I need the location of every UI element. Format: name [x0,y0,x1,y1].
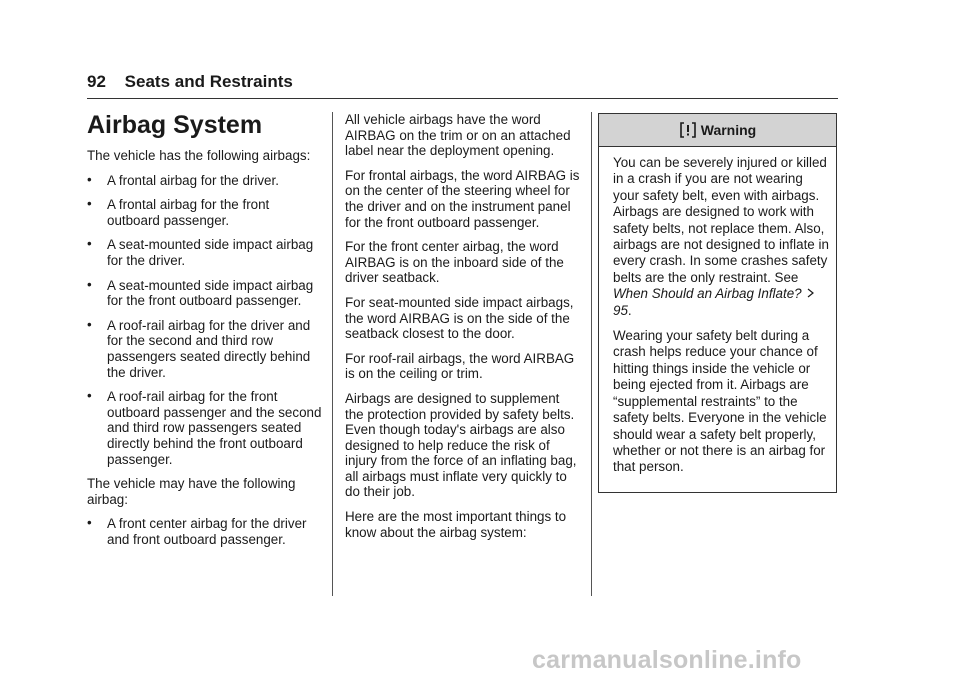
paragraph: For frontal airbags, the word AIRBAG is on the center of the steering wheel for the driver and on the instrument panel for the front outboard passenger. [345,167,580,230]
warning-bracket-icon [679,121,697,139]
warning-title: Warning [700,122,757,138]
warning-paragraph: You can be severely injured or killed in a crash if you are not wearing your safety belt, even with airbags. Airbags are designed to work with safety belts, not replace them. Also, airbags are not designed to inflate in every crash. In some crashes safety belts are the only restraint. See When Should an Airbag Inflate?95. [613,155,829,318]
paragraph: Airbags are designed to supplement the protection provided by safety belts. Even though today's airbags are also designed to help reduce the risk of injury from the force of an inflating bag, all airbags must inflate very quickly to do their job. [345,390,577,500]
bullet-icon: • [87,515,92,531]
intro-text-2: The vehicle may have the following airbag: [87,476,296,507]
watermark-text: carmanualsonline.info [532,646,802,674]
warning-box [598,113,837,493]
cross-reference-page[interactable]: 95 [613,302,628,318]
list-item: • A seat-mounted side impact airbag for the front outboard passenger. [87,276,314,309]
page-reference-arrow-icon [805,287,817,299]
optional-airbag-list [87,516,322,547]
list-item: • A frontal airbag for the driver. [87,171,279,188]
bullet-icon: • [87,276,92,292]
warning-header [599,114,836,147]
column-middle [345,112,580,549]
header-rule [87,98,838,99]
column-divider [332,112,333,596]
cross-reference-link[interactable]: When Should an Airbag Inflate? [613,286,802,302]
paragraph: For seat-mounted side impact airbags, the word AIRBAG is on the side of the seatback closest to the door. [345,294,574,342]
warning-paragraph: Wearing your safety belt during a crash helps reduce your chance of hitting things inside the vehicle or being ejected from it. Airbags are “supplemental restraints” to the safety belts. Everyone in the vehicle should wear a safety belt properly, whether or not there is an airbag for that person. [613,328,827,475]
bullet-icon: • [87,316,92,332]
bullet-icon: • [87,171,92,187]
paragraph: Here are the most important things to know about the airbag system: [345,509,567,540]
section-title: Seats and Restraints [124,72,293,91]
bullet-icon: • [87,196,92,212]
bullet-icon: • [87,388,92,404]
paragraph: All vehicle airbags have the word AIRBAG on the trim or on an attached label near the deployment opening. [345,112,571,159]
list-item: • A roof-rail airbag for the driver and for the second and third row passengers seated directly behind the driver. [87,316,311,380]
paragraph: For the front center airbag, the word AIRBAG is on the inboard side of the driver seatback. [345,239,564,286]
paragraph: For roof-rail airbags, the word AIRBAG is on the ceiling or trim. [345,350,575,382]
airbag-list [87,173,322,468]
page-header [87,72,293,92]
column-left [87,110,322,556]
list-item: • A seat-mounted side impact airbag for the driver. [87,236,314,268]
page-number: 92 [87,72,106,91]
list-item: • A frontal airbag for the front outboard passenger. [87,196,270,228]
column-divider [591,112,592,596]
warning-body [599,147,836,476]
bullet-icon: • [87,236,92,252]
list-item: • A front center airbag for the driver and front outboard passenger. [87,515,307,547]
intro-text: The vehicle has the following airbags: [87,148,311,163]
page-title: Airbag System [87,111,263,139]
list-item: • A roof-rail airbag for the front outboard passenger and the second and third row passengers seated directly behind the front outboard passenger. [87,388,322,467]
